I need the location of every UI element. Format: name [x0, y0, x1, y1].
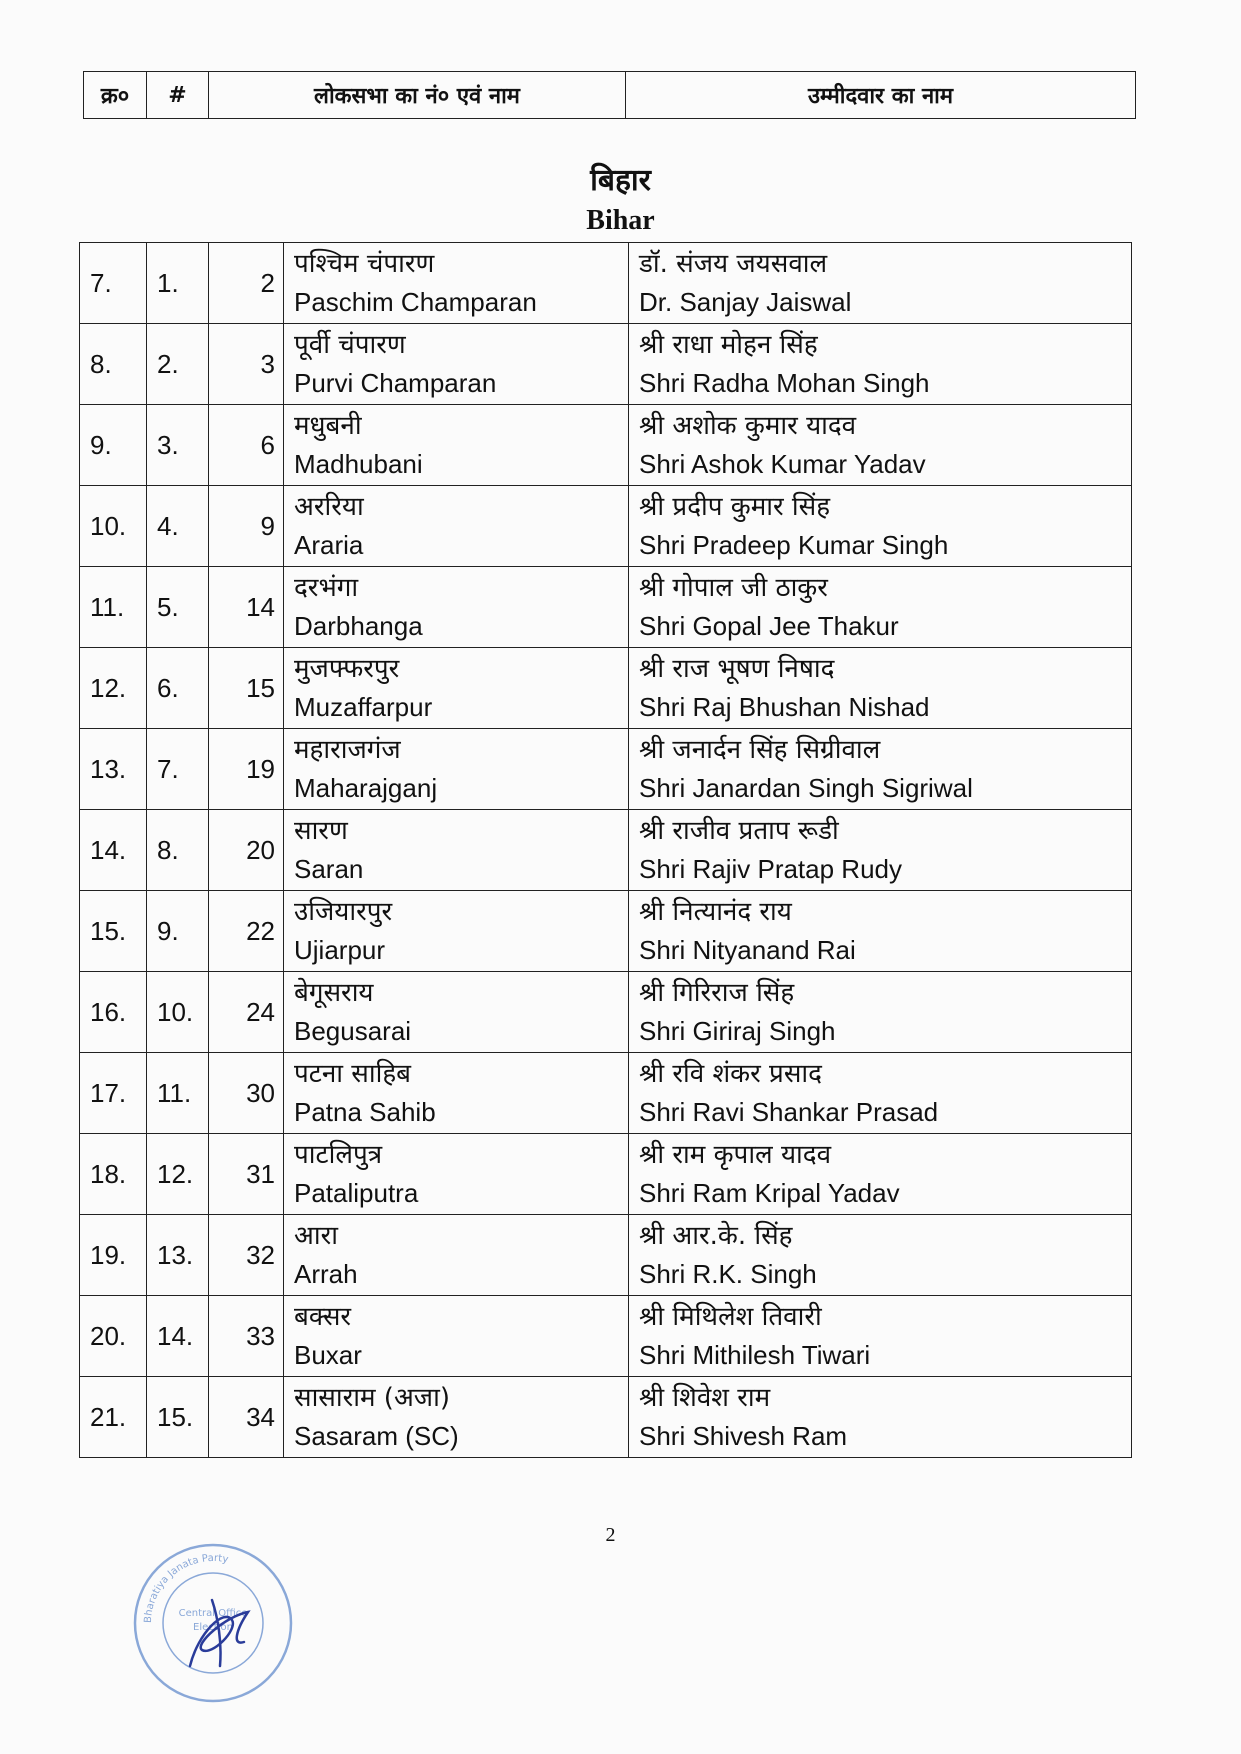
page-number: 2	[605, 1524, 616, 1546]
constituency-name-hindi: मधुबनी	[294, 411, 362, 441]
header-hash: #	[147, 72, 209, 119]
row-index: 10.	[147, 972, 209, 1053]
row-constituency	[284, 972, 629, 1053]
row-serial: 13.	[80, 729, 147, 810]
constituency-name-english: Paschim Champaran	[294, 287, 537, 317]
row-seat-number: 22	[209, 891, 284, 972]
row-constituency	[284, 648, 629, 729]
row-seat-number: 33	[209, 1296, 284, 1377]
row-serial: 10.	[80, 486, 147, 567]
constituency-name-english: Maharajganj	[294, 773, 438, 803]
candidate-table-body	[80, 243, 1132, 1458]
constituency-name-hindi: बेगूसराय	[294, 978, 374, 1008]
row-candidate	[629, 972, 1132, 1053]
constituency-name-english: Begusarai	[294, 1016, 412, 1046]
constituency-name-english: Araria	[294, 530, 364, 560]
row-serial: 9.	[80, 405, 147, 486]
candidate-name-english: Shri Nityanand Rai	[639, 935, 856, 965]
row-serial: 15.	[80, 891, 147, 972]
row-candidate	[629, 1377, 1132, 1458]
candidate-name-hindi: श्री जनार्दन सिंह सिग्रीवाल	[639, 735, 881, 765]
table-row	[80, 405, 1132, 486]
constituency-name-hindi: मुजफ्फरपुर	[294, 654, 400, 684]
constituency-name-english: Purvi Champaran	[294, 368, 497, 398]
row-seat-number: 15	[209, 648, 284, 729]
row-index: 7.	[147, 729, 209, 810]
candidate-name-hindi: श्री आर.के. सिंह	[639, 1221, 793, 1251]
row-constituency	[284, 1053, 629, 1134]
row-index: 6.	[147, 648, 209, 729]
constituency-name-hindi: पश्चिम चंपारण	[294, 249, 435, 279]
candidate-name-english: Shri R.K. Singh	[639, 1259, 817, 1289]
header-constituency: लोकसभा का नं० एवं नाम	[209, 72, 626, 119]
candidate-name-english: Shri Pradeep Kumar Singh	[639, 530, 949, 560]
table-row	[80, 1296, 1132, 1377]
header-candidate: उम्मीदवार का नाम	[626, 72, 1136, 119]
candidate-name-hindi: श्री नित्यानंद राय	[639, 897, 792, 927]
stamp-ring-text: Bharatiya Janata Party	[142, 1552, 230, 1624]
row-seat-number: 34	[209, 1377, 284, 1458]
candidate-name-english: Dr. Sanjay Jaiswal	[639, 287, 852, 317]
row-serial: 20.	[80, 1296, 147, 1377]
row-seat-number: 20	[209, 810, 284, 891]
row-index: 5.	[147, 567, 209, 648]
state-title-hindi: बिहार	[590, 163, 651, 198]
row-candidate	[629, 324, 1132, 405]
column-header-table	[83, 71, 1136, 119]
table-row	[80, 243, 1132, 324]
constituency-name-hindi: सासाराम (अजा)	[294, 1383, 450, 1413]
row-serial: 11.	[80, 567, 147, 648]
row-seat-number: 32	[209, 1215, 284, 1296]
row-constituency	[284, 324, 629, 405]
row-serial: 8.	[80, 324, 147, 405]
candidate-name-hindi: श्री गोपाल जी ठाकुर	[639, 573, 828, 603]
table-row	[80, 1053, 1132, 1134]
constituency-name-english: Sasaram (SC)	[294, 1421, 459, 1451]
constituency-name-hindi: उजियारपुर	[294, 897, 393, 927]
row-seat-number: 9	[209, 486, 284, 567]
row-candidate	[629, 1215, 1132, 1296]
header-serial: क्र०	[84, 72, 147, 119]
candidate-name-hindi: श्री शिवेश राम	[639, 1383, 771, 1413]
candidate-name-hindi: श्री गिरिराज सिंह	[639, 978, 795, 1008]
row-candidate	[629, 243, 1132, 324]
candidate-name-english: Shri Raj Bhushan Nishad	[639, 692, 930, 722]
constituency-name-hindi: आरा	[294, 1221, 338, 1251]
candidate-name-english: Shri Shivesh Ram	[639, 1421, 848, 1451]
office-stamp	[128, 1538, 298, 1708]
row-index: 13.	[147, 1215, 209, 1296]
stamp-inner-text: Central Office	[178, 1608, 248, 1619]
row-serial: 14.	[80, 810, 147, 891]
constituency-name-hindi: बक्सर	[294, 1302, 352, 1332]
constituency-name-english: Ujiarpur	[294, 935, 386, 965]
table-row	[80, 729, 1132, 810]
table-row	[80, 567, 1132, 648]
candidate-name-hindi: श्री अशोक कुमार यादव	[639, 411, 857, 441]
constituency-name-english: Arrah	[294, 1259, 358, 1289]
candidate-name-english: Shri Ram Kripal Yadav	[639, 1178, 900, 1208]
row-seat-number: 19	[209, 729, 284, 810]
row-constituency	[284, 405, 629, 486]
row-seat-number: 24	[209, 972, 284, 1053]
constituency-name-hindi: अररिया	[294, 492, 364, 522]
table-row	[80, 972, 1132, 1053]
candidate-name-hindi: श्री राधा मोहन सिंह	[639, 330, 818, 360]
row-index: 14.	[147, 1296, 209, 1377]
row-seat-number: 6	[209, 405, 284, 486]
constituency-name-hindi: महाराजगंज	[294, 735, 401, 765]
constituency-name-english: Patna Sahib	[294, 1097, 436, 1127]
candidate-name-english: Shri Ravi Shankar Prasad	[639, 1097, 939, 1127]
constituency-name-hindi: पाटलिपुत्र	[294, 1140, 383, 1170]
row-candidate	[629, 486, 1132, 567]
row-seat-number: 31	[209, 1134, 284, 1215]
row-candidate	[629, 567, 1132, 648]
candidate-table	[79, 242, 1132, 1458]
row-serial: 16.	[80, 972, 147, 1053]
row-constituency	[284, 243, 629, 324]
stamp-inner-sub-text: Election	[193, 1622, 233, 1633]
row-constituency	[284, 1215, 629, 1296]
row-constituency	[284, 1377, 629, 1458]
row-candidate	[629, 1296, 1132, 1377]
row-index: 15.	[147, 1377, 209, 1458]
candidate-name-hindi: श्री राजीव प्रताप रूडी	[639, 816, 839, 846]
row-candidate	[629, 810, 1132, 891]
constituency-name-english: Madhubani	[294, 449, 423, 479]
candidate-name-hindi: श्री प्रदीप कुमार सिंह	[639, 492, 831, 522]
row-seat-number: 14	[209, 567, 284, 648]
row-constituency	[284, 891, 629, 972]
table-row	[80, 1215, 1132, 1296]
row-candidate	[629, 729, 1132, 810]
constituency-name-english: Buxar	[294, 1340, 362, 1370]
candidate-name-english: Shri Mithilesh Tiwari	[639, 1340, 871, 1370]
constituency-name-english: Pataliputra	[294, 1178, 419, 1208]
table-row	[80, 1134, 1132, 1215]
table-row	[80, 810, 1132, 891]
constituency-name-hindi: पूर्वी चंपारण	[294, 330, 406, 360]
candidate-name-english: Shri Radha Mohan Singh	[639, 368, 930, 398]
row-serial: 17.	[80, 1053, 147, 1134]
row-index: 11.	[147, 1053, 209, 1134]
candidate-name-hindi: डॉ. संजय जयसवाल	[639, 249, 828, 279]
row-serial: 18.	[80, 1134, 147, 1215]
row-serial: 12.	[80, 648, 147, 729]
constituency-name-hindi: दरभंगा	[294, 573, 359, 603]
candidate-name-english: Shri Ashok Kumar Yadav	[639, 449, 926, 479]
candidate-name-hindi: श्री राज भूषण निषाद	[639, 654, 835, 684]
state-title-english: Bihar	[586, 205, 655, 236]
candidate-name-hindi: श्री राम कृपाल यादव	[639, 1140, 832, 1170]
candidate-name-english: Shri Rajiv Pratap Rudy	[639, 854, 902, 884]
row-seat-number: 3	[209, 324, 284, 405]
candidate-name-english: Shri Gopal Jee Thakur	[639, 611, 899, 641]
constituency-name-hindi: पटना साहिब	[294, 1059, 411, 1089]
constituency-name-english: Darbhanga	[294, 611, 423, 641]
row-constituency	[284, 486, 629, 567]
row-constituency	[284, 1296, 629, 1377]
row-candidate	[629, 1134, 1132, 1215]
row-index: 3.	[147, 405, 209, 486]
row-candidate	[629, 648, 1132, 729]
constituency-name-hindi: सारण	[294, 816, 348, 846]
candidate-name-hindi: श्री मिथिलेश तिवारी	[639, 1302, 822, 1332]
column-header-row	[84, 72, 1136, 119]
row-candidate	[629, 1053, 1132, 1134]
table-row	[80, 486, 1132, 567]
row-constituency	[284, 567, 629, 648]
row-index: 2.	[147, 324, 209, 405]
candidate-name-english: Shri Giriraj Singh	[639, 1016, 836, 1046]
row-serial: 7.	[80, 243, 147, 324]
candidate-name-english: Shri Janardan Singh Sigriwal	[639, 773, 973, 803]
row-index: 1.	[147, 243, 209, 324]
row-index: 8.	[147, 810, 209, 891]
candidate-name-hindi: श्री रवि शंकर प्रसाद	[639, 1059, 822, 1089]
row-seat-number: 30	[209, 1053, 284, 1134]
row-index: 4.	[147, 486, 209, 567]
row-constituency	[284, 810, 629, 891]
row-constituency	[284, 729, 629, 810]
constituency-name-english: Muzaffarpur	[294, 692, 433, 722]
row-candidate	[629, 891, 1132, 972]
row-candidate	[629, 405, 1132, 486]
row-serial: 21.	[80, 1377, 147, 1458]
table-row	[80, 324, 1132, 405]
row-seat-number: 2	[209, 243, 284, 324]
table-row	[80, 648, 1132, 729]
row-constituency	[284, 1134, 629, 1215]
row-serial: 19.	[80, 1215, 147, 1296]
constituency-name-english: Saran	[294, 854, 364, 884]
row-index: 12.	[147, 1134, 209, 1215]
row-index: 9.	[147, 891, 209, 972]
table-row	[80, 1377, 1132, 1458]
table-row	[80, 891, 1132, 972]
